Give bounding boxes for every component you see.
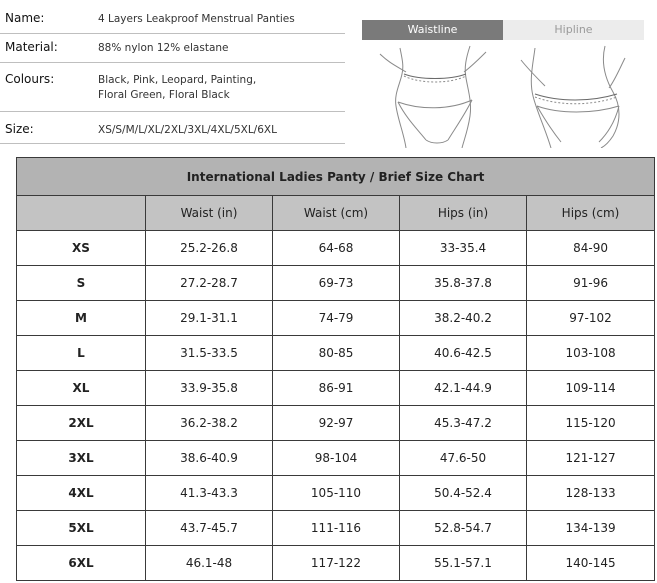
tab-waistline[interactable]: Waistline [362, 20, 503, 40]
tab-hipline[interactable]: Hipline [503, 20, 644, 40]
measurement-cell: 98-104 [273, 441, 400, 476]
size-cell: 3XL [17, 441, 146, 476]
column-header [17, 196, 146, 231]
measurement-cell: 50.4-52.4 [400, 476, 527, 511]
size-chart-table [16, 157, 655, 581]
measurement-cell: 117-122 [273, 546, 400, 581]
measurement-cell: 86-91 [273, 371, 400, 406]
table-row [17, 266, 655, 301]
size-cell: L [17, 336, 146, 371]
table-row [17, 336, 655, 371]
table-row [17, 231, 655, 266]
material-label: Material: [5, 40, 58, 54]
measurement-cell: 111-116 [273, 511, 400, 546]
measurement-cell: 35.8-37.8 [400, 266, 527, 301]
measurement-cell: 41.3-43.3 [146, 476, 273, 511]
material-value: 88% nylon 12% elastane [98, 42, 229, 54]
measurement-cell: 74-79 [273, 301, 400, 336]
measurement-cell: 84-90 [527, 231, 655, 266]
table-row [17, 441, 655, 476]
measurement-cell: 64-68 [273, 231, 400, 266]
measurement-cell: 25.2-26.8 [146, 231, 273, 266]
measurement-cell: 40.6-42.5 [400, 336, 527, 371]
measurement-cell: 97-102 [527, 301, 655, 336]
measurement-cell: 80-85 [273, 336, 400, 371]
size-cell: S [17, 266, 146, 301]
size-cell: XL [17, 371, 146, 406]
table-row [17, 406, 655, 441]
measurement-cell: 109-114 [527, 371, 655, 406]
measurement-cell: 55.1-57.1 [400, 546, 527, 581]
measurement-cell: 45.3-47.2 [400, 406, 527, 441]
column-header: Waist (cm) [273, 196, 400, 231]
measurement-cell: 91-96 [527, 266, 655, 301]
measurement-cell: 31.5-33.5 [146, 336, 273, 371]
table-row [17, 546, 655, 581]
size-value: XS/S/M/L/XL/2XL/3XL/4XL/5XL/6XL [98, 124, 277, 136]
colours-value-line1: Black, Pink, Leopard, Painting, [98, 74, 257, 86]
measurement-cell: 43.7-45.7 [146, 511, 273, 546]
size-cell: 6XL [17, 546, 146, 581]
measurement-cell: 105-110 [273, 476, 400, 511]
waistline-illustration [360, 44, 505, 148]
measurement-cell: 69-73 [273, 266, 400, 301]
measurement-cell: 42.1-44.9 [400, 371, 527, 406]
column-header: Hips (in) [400, 196, 527, 231]
size-cell: XS [17, 231, 146, 266]
size-cell: 4XL [17, 476, 146, 511]
size-cell: M [17, 301, 146, 336]
measurement-cell: 33-35.4 [400, 231, 527, 266]
table-row [17, 476, 655, 511]
size-cell: 2XL [17, 406, 146, 441]
measurement-cell: 33.9-35.8 [146, 371, 273, 406]
measurement-cell: 92-97 [273, 406, 400, 441]
table-row [17, 511, 655, 546]
divider [0, 33, 345, 34]
table-header-row [17, 196, 655, 231]
table-title: International Ladies Panty / Brief Size Chart [17, 158, 655, 196]
column-header: Waist (in) [146, 196, 273, 231]
divider [0, 143, 345, 144]
divider [0, 62, 345, 63]
size-cell: 5XL [17, 511, 146, 546]
divider [0, 111, 345, 112]
measurement-cell: 134-139 [527, 511, 655, 546]
table-row [17, 371, 655, 406]
name-value: 4 Layers Leakproof Menstrual Panties [98, 13, 295, 25]
measurement-cell: 128-133 [527, 476, 655, 511]
measurement-cell: 38.2-40.2 [400, 301, 527, 336]
colours-value-line2: Floral Green, Floral Black [98, 89, 230, 101]
table-body [17, 231, 655, 581]
measurement-cell: 47.6-50 [400, 441, 527, 476]
measurement-cell: 115-120 [527, 406, 655, 441]
size-label: Size: [5, 122, 34, 136]
name-label: Name: [5, 11, 45, 25]
measurement-cell: 38.6-40.9 [146, 441, 273, 476]
hipline-illustration [505, 44, 650, 148]
column-header: Hips (cm) [527, 196, 655, 231]
measurement-cell: 52.8-54.7 [400, 511, 527, 546]
measurement-cell: 46.1-48 [146, 546, 273, 581]
measurement-cell: 29.1-31.1 [146, 301, 273, 336]
colours-label: Colours: [5, 72, 55, 86]
measurement-cell: 27.2-28.7 [146, 266, 273, 301]
measurement-cell: 103-108 [527, 336, 655, 371]
table-row [17, 301, 655, 336]
measurement-cell: 36.2-38.2 [146, 406, 273, 441]
table-title-row [17, 158, 655, 196]
measurement-cell: 140-145 [527, 546, 655, 581]
measurement-cell: 121-127 [527, 441, 655, 476]
measure-tabs [362, 20, 644, 40]
